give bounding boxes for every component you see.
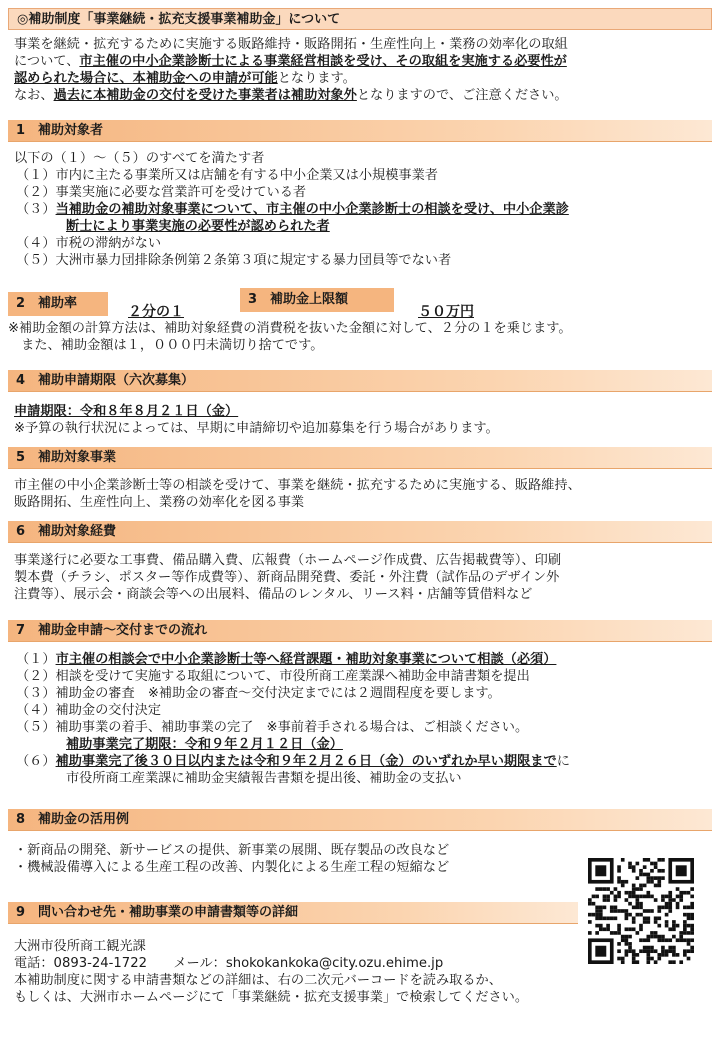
section-5-body: [14, 477, 714, 511]
list-item-cont: [14, 218, 714, 235]
intro-line: [14, 87, 714, 104]
flow-text: に: [556, 754, 570, 769]
flow-step: [14, 651, 714, 668]
flow-emphasis: 補助事業完了後３０日以内または令和９年２月２６日（金）のいずれか早い期限まで: [55, 754, 557, 769]
subsidy-limit-value: ５０万円: [418, 304, 474, 320]
contact-dept: 大洲市役所商工観光課: [14, 939, 146, 954]
flow-number: （１）: [16, 652, 56, 667]
intro-title: ◎補助制度「事業継続・拡充支援事業補助金」について: [8, 8, 712, 30]
example-item: ・新商品の開発、新サービスの提供、新事業の展開、既存製品の改良など: [14, 843, 450, 858]
section-6-body: [14, 552, 714, 603]
flow-step-cont: 市役所商工産業課に補助金実績報告書類を提出後、補助金の支払い: [66, 771, 462, 786]
completion-deadline: 補助事業完了期限：令和９年２月１２日（金）: [66, 737, 343, 752]
flow-emphasis: 市主催の相談会で中小企業診断士等へ経営課題・補助対象事業について相談（必須）: [55, 652, 557, 667]
section-6-title: 6 補助対象経費: [8, 521, 712, 543]
section-7-body: [14, 651, 714, 787]
qr-code-icon[interactable]: [588, 858, 694, 964]
intro-text: となります。: [277, 71, 356, 86]
section-1-lead: 以下の（１）～（５）のすべてを満たす者: [14, 151, 265, 166]
subsidy-rate-value: ２分の１: [128, 304, 184, 320]
section-4-body: [14, 403, 714, 437]
intro-text: なお、: [14, 88, 54, 103]
note-line: ※予算の執行状況によっては、早期に申請締切や追加募集を行う場合があります。: [14, 421, 499, 436]
application-deadline: 申請期限：令和８年８月２１日（金）: [14, 404, 239, 419]
section-2-title: 2 補助率: [8, 292, 108, 316]
section-8-title: 8 補助金の活用例: [8, 809, 712, 831]
section-1-body: [14, 150, 714, 269]
intro-text: となりますので、ご注意ください。: [356, 88, 568, 103]
body-line: もしくは、大洲市ホームページにて「事業継続・拡充支援事業」で検索してください。: [14, 990, 529, 1005]
flow-number: （６）: [16, 754, 56, 769]
flow-step: （５）補助事業の着手、補助事業の完了 ※事前着手される場合は、ご相談ください。: [16, 720, 529, 735]
body-line: 市主催の中小企業診断士等の相談を受けて、事業を継続・拡充するために実施する、販路維持、: [14, 478, 581, 493]
note-line: ※補助金額の計算方法は、補助対象経費の消費税を抜いた金額に対して、２分の１を乗じます。: [8, 321, 572, 336]
intro-emphasis: 認められた場合に、本補助金への申請が可能: [14, 71, 278, 86]
intro-text: について、: [14, 54, 80, 69]
flow-step: （４）補助金の交付決定: [16, 703, 162, 718]
body-line: 製本費（チラシ、ポスター等作成費等）、新商品開発費、委託・外注費（試作品のデザイン外: [14, 570, 560, 585]
flow-step: （２）相談を受けて実施する取組について、市役所商工産業課へ補助金申請書類を提出: [16, 669, 530, 684]
section-5-title: 5 補助対象事業: [8, 447, 712, 469]
section-9-title: 9 問い合わせ先・補助事業の申請書類等の詳細: [8, 902, 578, 924]
contact-info: 電話：0893-24-1722 メール：shokokankoka@city.ozu.ehime.jp: [14, 956, 444, 971]
list-item: （４）市税の滞納がない: [16, 236, 162, 251]
intro-emphasis: 過去に本補助金の交付を受けた事業者は補助対象外: [53, 88, 357, 103]
note-line: また、補助金額は１，０００円未満切り捨てです。: [8, 338, 324, 353]
intro-line: 事業を継続・拡充するために実施する販路維持・販路開拓・生産性向上・業務の効率化の取組: [14, 37, 568, 52]
flow-step: （３）補助金の審査 ※補助金の審査～交付決定までには２週間程度を要します。: [16, 686, 501, 701]
intro-body: [14, 36, 714, 104]
list-item: （２）事業実施に必要な営業許可を受けている者: [16, 185, 307, 200]
body-line: 事業遂行に必要な工事費、備品購入費、広報費（ホームページ作成費、広告掲載費等）、印刷: [14, 553, 562, 568]
list-item: [14, 201, 714, 218]
body-line: 販路開拓、生産性向上、業務の効率化を図る事業: [14, 495, 305, 510]
section-3-title: 3 補助金上限額: [240, 288, 394, 312]
body-line: 注費等）、展示会・商談会等への出展料、備品のレンタル、リース料・店舗等賃借料など: [14, 587, 533, 602]
intro-line: [14, 70, 714, 87]
list-item: （５）大洲市暴力団排除条例第２条第３項に規定する暴力団員等でない者: [16, 253, 452, 268]
example-item: ・機械設備導入による生産工程の改善、内製化による生産工程の短縮など: [14, 860, 450, 875]
list-item: （１）市内に主たる事業所又は店舗を有する中小企業又は小規模事業者: [16, 168, 438, 183]
section-4-title: 4 補助申請期限（六次募集）: [8, 370, 712, 392]
body-line: 本補助制度に関する申請書類などの詳細は、右の二次元バーコードを読み取るか、: [14, 973, 502, 988]
list-number: （３）: [16, 202, 56, 217]
flow-step: [14, 753, 714, 770]
list-emphasis: 当補助金の補助対象事業について、市主催の中小企業診断士の相談を受け、中小企業診: [55, 202, 569, 217]
intro-emphasis: 市主催の中小企業診断士による事業経営相談を受け、その取組を実施する必要性が: [79, 54, 567, 69]
list-emphasis: 断士により事業実施の必要性が認められた者: [66, 219, 330, 234]
section-1-title: 1 補助対象者: [8, 120, 712, 142]
section-7-title: 7 補助金申請～交付までの流れ: [8, 620, 712, 642]
section-2-notes: [8, 320, 708, 354]
intro-line: [14, 53, 714, 70]
